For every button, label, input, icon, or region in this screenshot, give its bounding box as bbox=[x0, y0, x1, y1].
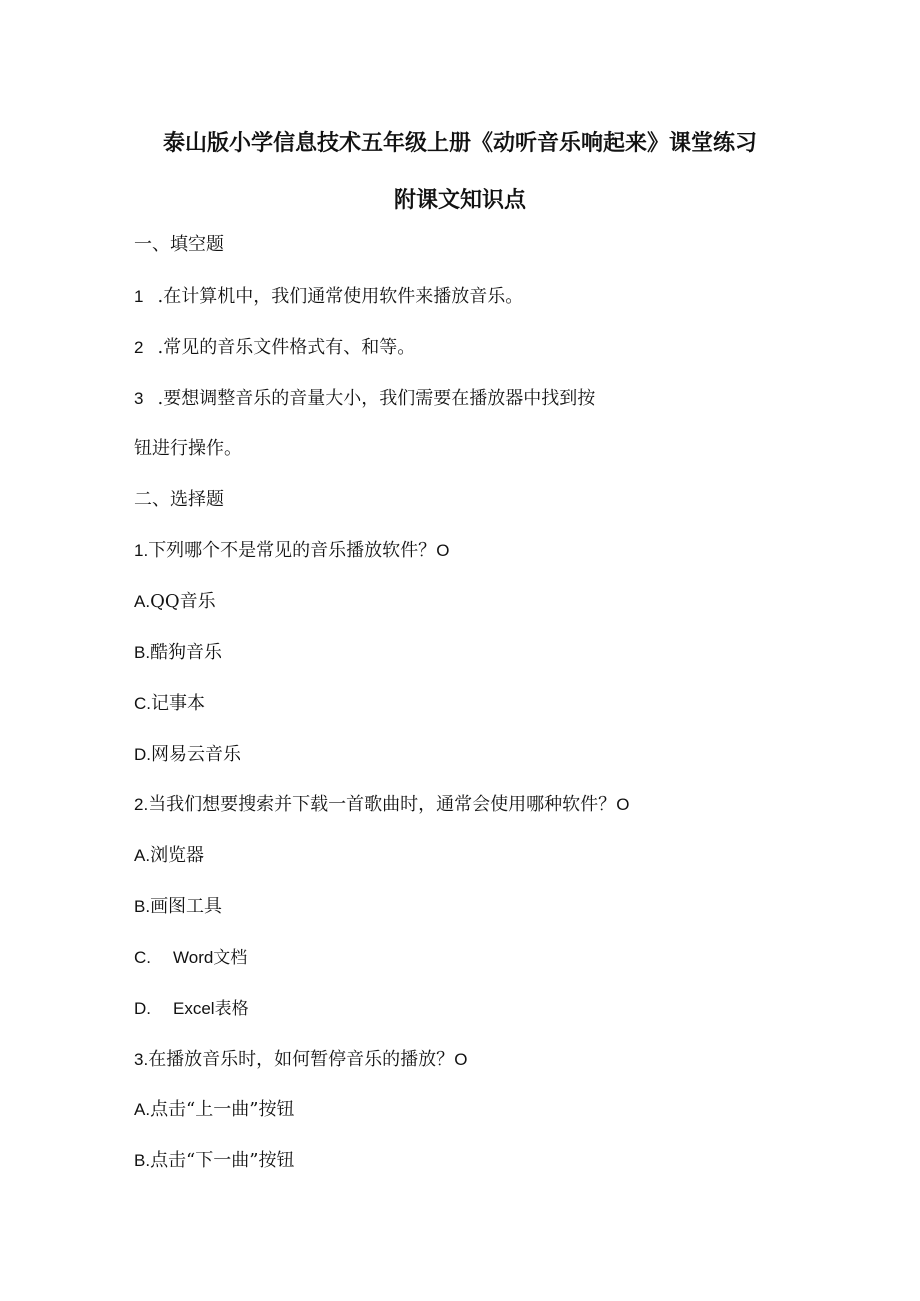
option-label: B. bbox=[134, 897, 151, 916]
question-text: 当我们想要搜索并下载一首歌曲时，通常会使用哪种软件？ bbox=[148, 794, 617, 815]
document-subtitle: 附课文知识点 bbox=[393, 188, 526, 213]
q1-option-c bbox=[134, 692, 205, 716]
item-number: 1 bbox=[134, 287, 144, 306]
question-text: 在播放音乐时，如何暂停音乐的播放？ bbox=[148, 1049, 455, 1070]
option-text: 点击“下一曲”按钮 bbox=[150, 1150, 295, 1171]
section-heading-fill-blank: 一、填空题 bbox=[134, 234, 224, 255]
document-title: 泰山版小学信息技术五年级上册《动听音乐响起来》课堂练习 bbox=[162, 131, 757, 156]
question-1 bbox=[134, 539, 449, 563]
question-text: 下列哪个不是常见的音乐播放软件？ bbox=[148, 540, 437, 561]
q2-option-b bbox=[134, 895, 222, 919]
q1-option-a bbox=[134, 590, 216, 614]
question-number: 1. bbox=[134, 541, 149, 560]
option-text: Excel表格 bbox=[173, 999, 249, 1018]
fill-blank-item-2 bbox=[134, 336, 415, 360]
option-label: A. bbox=[134, 1100, 151, 1119]
option-text: 网易云音乐 bbox=[151, 744, 241, 765]
question-3 bbox=[134, 1048, 467, 1072]
fill-blank-item-1 bbox=[134, 285, 523, 309]
option-text: Word文档 bbox=[173, 948, 248, 967]
item-text: .常见的音乐文件格式有、和等。 bbox=[157, 337, 416, 358]
q1-option-d bbox=[134, 743, 241, 767]
option-label: A. bbox=[134, 846, 151, 865]
question-number: 3. bbox=[134, 1050, 149, 1069]
question-2 bbox=[134, 793, 629, 817]
option-text: 画图工具 bbox=[150, 896, 223, 917]
option-label: D. bbox=[134, 745, 151, 764]
q3-option-a bbox=[134, 1098, 294, 1122]
option-label: C. bbox=[134, 694, 151, 713]
option-text: 点击“上一曲”按钮 bbox=[150, 1099, 295, 1120]
item-text: .要想调整音乐的音量大小，我们需要在播放器中找到按 bbox=[157, 388, 596, 409]
q3-option-b bbox=[134, 1149, 294, 1173]
section-heading-multiple-choice: 二、选择题 bbox=[134, 489, 224, 510]
option-label: C. bbox=[134, 948, 151, 967]
q2-option-a bbox=[134, 844, 204, 868]
fill-blank-item-3 bbox=[134, 387, 595, 411]
q2-option-c bbox=[134, 946, 247, 970]
q1-option-b bbox=[134, 641, 222, 665]
q2-option-d bbox=[134, 997, 249, 1021]
question-tail: O bbox=[454, 1050, 468, 1069]
option-text: QQ音乐 bbox=[150, 591, 216, 612]
option-label: D. bbox=[134, 999, 151, 1018]
option-label: B. bbox=[134, 643, 151, 662]
question-tail: O bbox=[436, 541, 450, 560]
question-number: 2. bbox=[134, 795, 149, 814]
option-text: 酷狗音乐 bbox=[150, 642, 223, 663]
option-text: 记事本 bbox=[151, 693, 205, 714]
fill-blank-item-3-continued: 钮进行操作。 bbox=[134, 438, 242, 459]
item-number: 3 bbox=[134, 389, 144, 408]
item-number: 2 bbox=[134, 338, 144, 357]
question-tail: O bbox=[616, 795, 630, 814]
option-label: A. bbox=[134, 592, 151, 611]
option-text: 浏览器 bbox=[150, 845, 205, 866]
option-label: B. bbox=[134, 1151, 151, 1170]
item-text: .在计算机中，我们通常使用软件来播放音乐。 bbox=[157, 286, 524, 307]
